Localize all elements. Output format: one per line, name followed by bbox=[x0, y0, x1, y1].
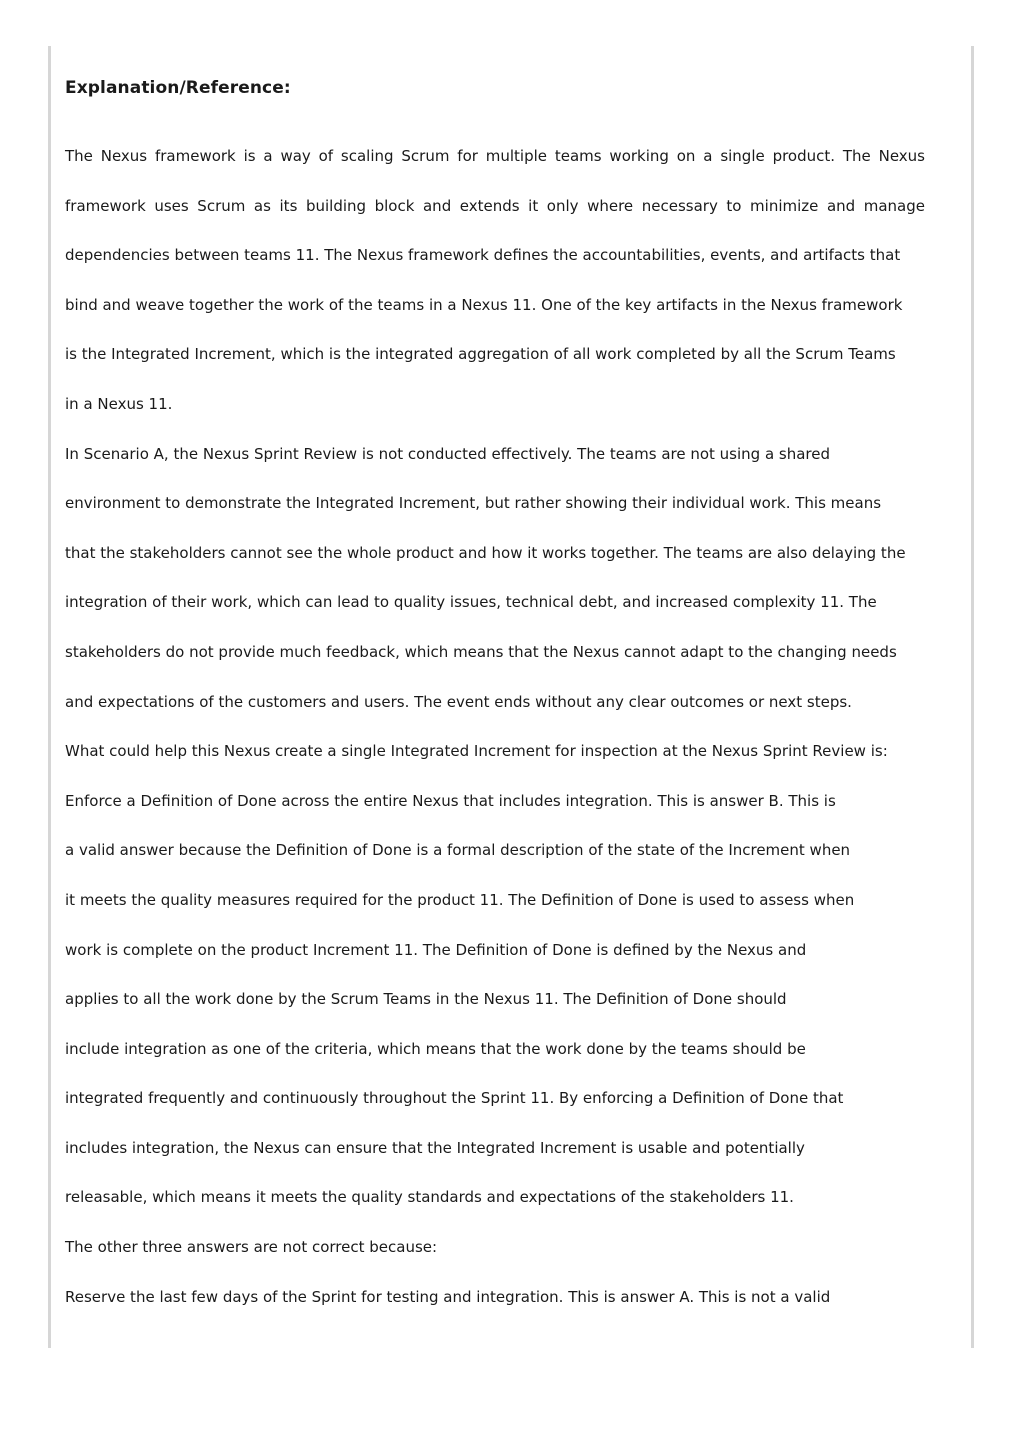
text-line: it meets the quality measures required for the product 11. The Definition of Done is used to assess when bbox=[65, 890, 855, 909]
section-heading: Explanation/Reference: bbox=[65, 78, 291, 98]
text-line: framework uses Scrum as its building block and extends it only where necessary to minimize and manage bbox=[65, 196, 925, 215]
text-line: releasable, which means it meets the quality standards and expectations of the stakeholders 11. bbox=[65, 1188, 794, 1207]
text-line: environment to demonstrate the Integrated Increment, but rather showing their individual work. This means bbox=[65, 494, 882, 513]
explanation-body bbox=[65, 142, 925, 1332]
text-line: Reserve the last few days of the Sprint for testing and integration. This is answer A. This is not a valid bbox=[65, 1287, 831, 1306]
text-line: in a Nexus 11. bbox=[65, 394, 173, 413]
text-line: include integration as one of the criteria, which means that the work done by the teams should be bbox=[65, 1039, 806, 1058]
text-line: Enforce a Definition of Done across the entire Nexus that includes integration. This is answer B. This is bbox=[65, 791, 836, 810]
text-line: integration of their work, which can lead to quality issues, technical debt, and increased complexity 11. The bbox=[65, 593, 877, 612]
text-line: What could help this Nexus create a single Integrated Increment for inspection at the Nexus Sprint Review is: bbox=[65, 742, 888, 761]
text-line: a valid answer because the Definition of Done is a formal description of the state of the Increment when bbox=[65, 841, 851, 860]
text-line: work is complete on the product Increment 11. The Definition of Done is defined by the Nexus and bbox=[65, 940, 807, 959]
text-line: stakeholders do not provide much feedback, which means that the Nexus cannot adapt to the changing needs bbox=[65, 642, 897, 661]
text-line: The other three answers are not correct because: bbox=[65, 1238, 438, 1257]
text-line: includes integration, the Nexus can ensure that the Integrated Increment is usable and potentially bbox=[65, 1138, 805, 1157]
text-line: bind and weave together the work of the teams in a Nexus 11. One of the key artifacts in the Nexus framework bbox=[65, 295, 903, 314]
text-line: is the Integrated Increment, which is the integrated aggregation of all work completed by all the Scrum Teams bbox=[65, 345, 896, 364]
text-line: dependencies between teams 11. The Nexus framework defines the accountabilities, events, and artifacts that bbox=[65, 246, 901, 265]
text-line: that the stakeholders cannot see the whole product and how it works together. The teams are also delaying the bbox=[65, 543, 906, 562]
text-line: The Nexus framework is a way of scaling Scrum for multiple teams working on a single product. The Nexus bbox=[65, 147, 925, 165]
text-line: applies to all the work done by the Scrum Teams in the Nexus 11. The Definition of Done should bbox=[65, 990, 787, 1009]
text-line: In Scenario A, the Nexus Sprint Review is not conducted effectively. The teams are not using a shared bbox=[65, 444, 831, 463]
text-line: and expectations of the customers and users. The event ends without any clear outcomes or next steps. bbox=[65, 692, 852, 711]
text-line: integrated frequently and continuously throughout the Sprint 11. By enforcing a Definition of Done that bbox=[65, 1089, 844, 1108]
